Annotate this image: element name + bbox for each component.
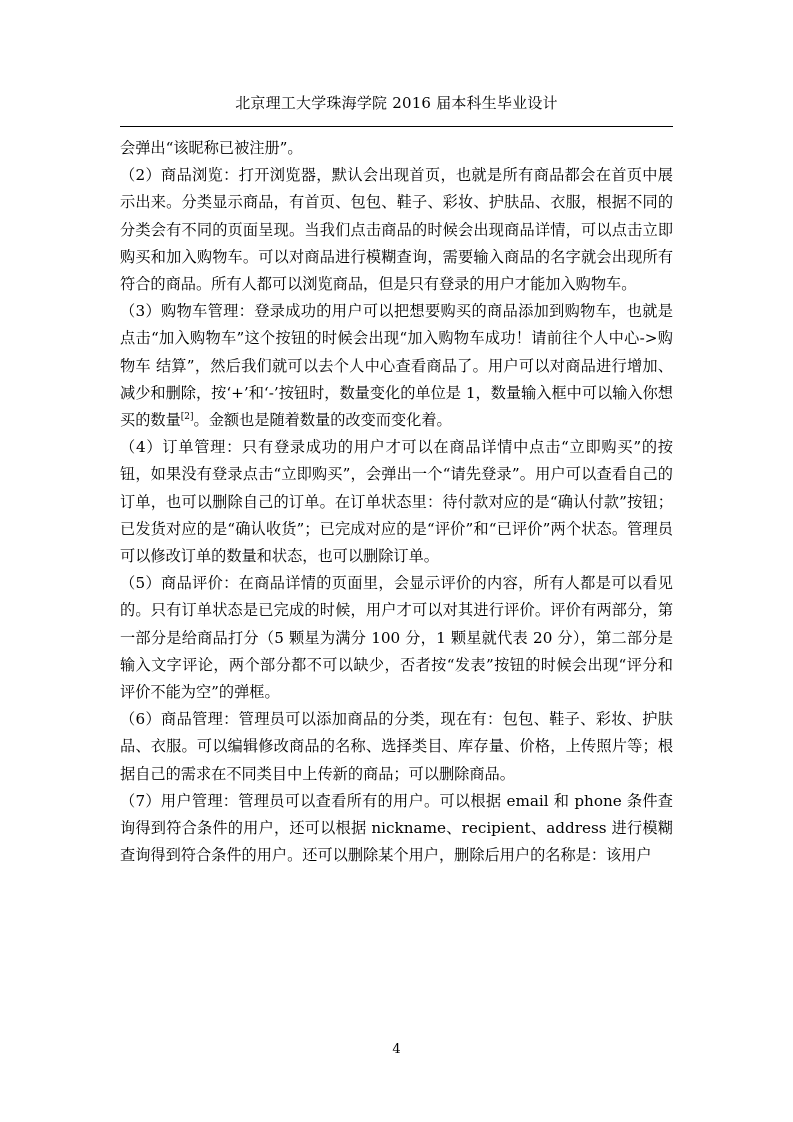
paragraph-continuation: 会弹出“该昵称已被注册”。 bbox=[120, 139, 303, 157]
paragraph-order-management: （4）订单管理：只有登录成功的用户才可以在商品详情中点击“立即购买”的按钮，如果没有登录点击“立即购买”，会弹出一个“请先登录”。用户可以查看自己的订单，也可以删除自己的订单。在订单状态里：待付款对应的是“确认付款”按钮；已发货对应的是“确认收货”；已完成对应的是“评价”和“已评价”两个状态。管理员可以修改订单的数量和状态，也可以删除订单。 bbox=[120, 438, 673, 566]
paragraph-product-management: （6）商品管理：管理员可以添加商品的分类，现在有：包包、鞋子、彩妆、护肤品、衣服。可以编辑修改商品的名称、选择类目、库存量、价格，上传照片等；根据自己的需求在不同类目中上传新的商品；可以删除商品。 bbox=[120, 710, 673, 783]
body-text bbox=[120, 135, 673, 869]
paragraph-product-review: （5）商品评价：在商品详情的页面里，会显示评价的内容，所有人都是可以看见的。只有订单状态是已完成的时候，用户才可以对其进行评价。评价有两部分，第一部分是给商品打分（5 颗星为满分 100 分，1 颗星就代表 20 分），第二部分是输入文字评论，两个部分都不可以缺少，否者按“发表”按钮的时候会出现“评分和评价不能为空”的弹框。 bbox=[120, 574, 673, 702]
page-number: 4 bbox=[392, 1042, 401, 1057]
paragraph-user-management: （7）用户管理：管理员可以查看所有的用户。可以根据 email 和 phone 条件查询得到符合条件的用户，还可以根据 nickname、recipient、address 进行模糊查询得到符合条件的用户。还可以删除某个用户，删除后用户的名称是：该用户 bbox=[120, 791, 673, 865]
cart-management-tail: 。金额也是随着数量的改变而变化着。 bbox=[193, 411, 452, 430]
paragraph-cart-management bbox=[120, 298, 673, 434]
page-header: 北京理工大学珠海学院 2016 届本科生毕业设计 bbox=[235, 94, 558, 112]
paragraph-product-browsing: （2）商品浏览：打开浏览器，默认会出现首页，也就是所有商品都会在首页中展示出来。分类显示商品，有首页、包包、鞋子、彩妆、护肤品、衣服，根据不同的分类会有不同的页面呈现。当我们点击商品的时候会出现商品详情，可以点击立即购买和加入购物车。可以对商品进行模糊查询，需要输入商品的名字就会出现所有符合的商品。所有人都可以浏览商品，但是只有登录的用户才能加入购物车。 bbox=[120, 166, 673, 294]
header-rule bbox=[120, 126, 673, 127]
cart-management-text: （3）购物车管理：登录成功的用户可以把想要购买的商品添加到购物车，也就是点击“加入购物车”这个按钮的时候会出现“加入购物车成功！请前往个人中心->购物车 结算”，然后我们就可以去个人中心查看商品了。用户可以对商品进行增加、减少和删除，按‘+’和‘-’按钮时，数量变化的单位是 1，数量输入框中可以输入你想买的数量 bbox=[120, 302, 673, 430]
reference-marker: [2] bbox=[180, 411, 194, 422]
